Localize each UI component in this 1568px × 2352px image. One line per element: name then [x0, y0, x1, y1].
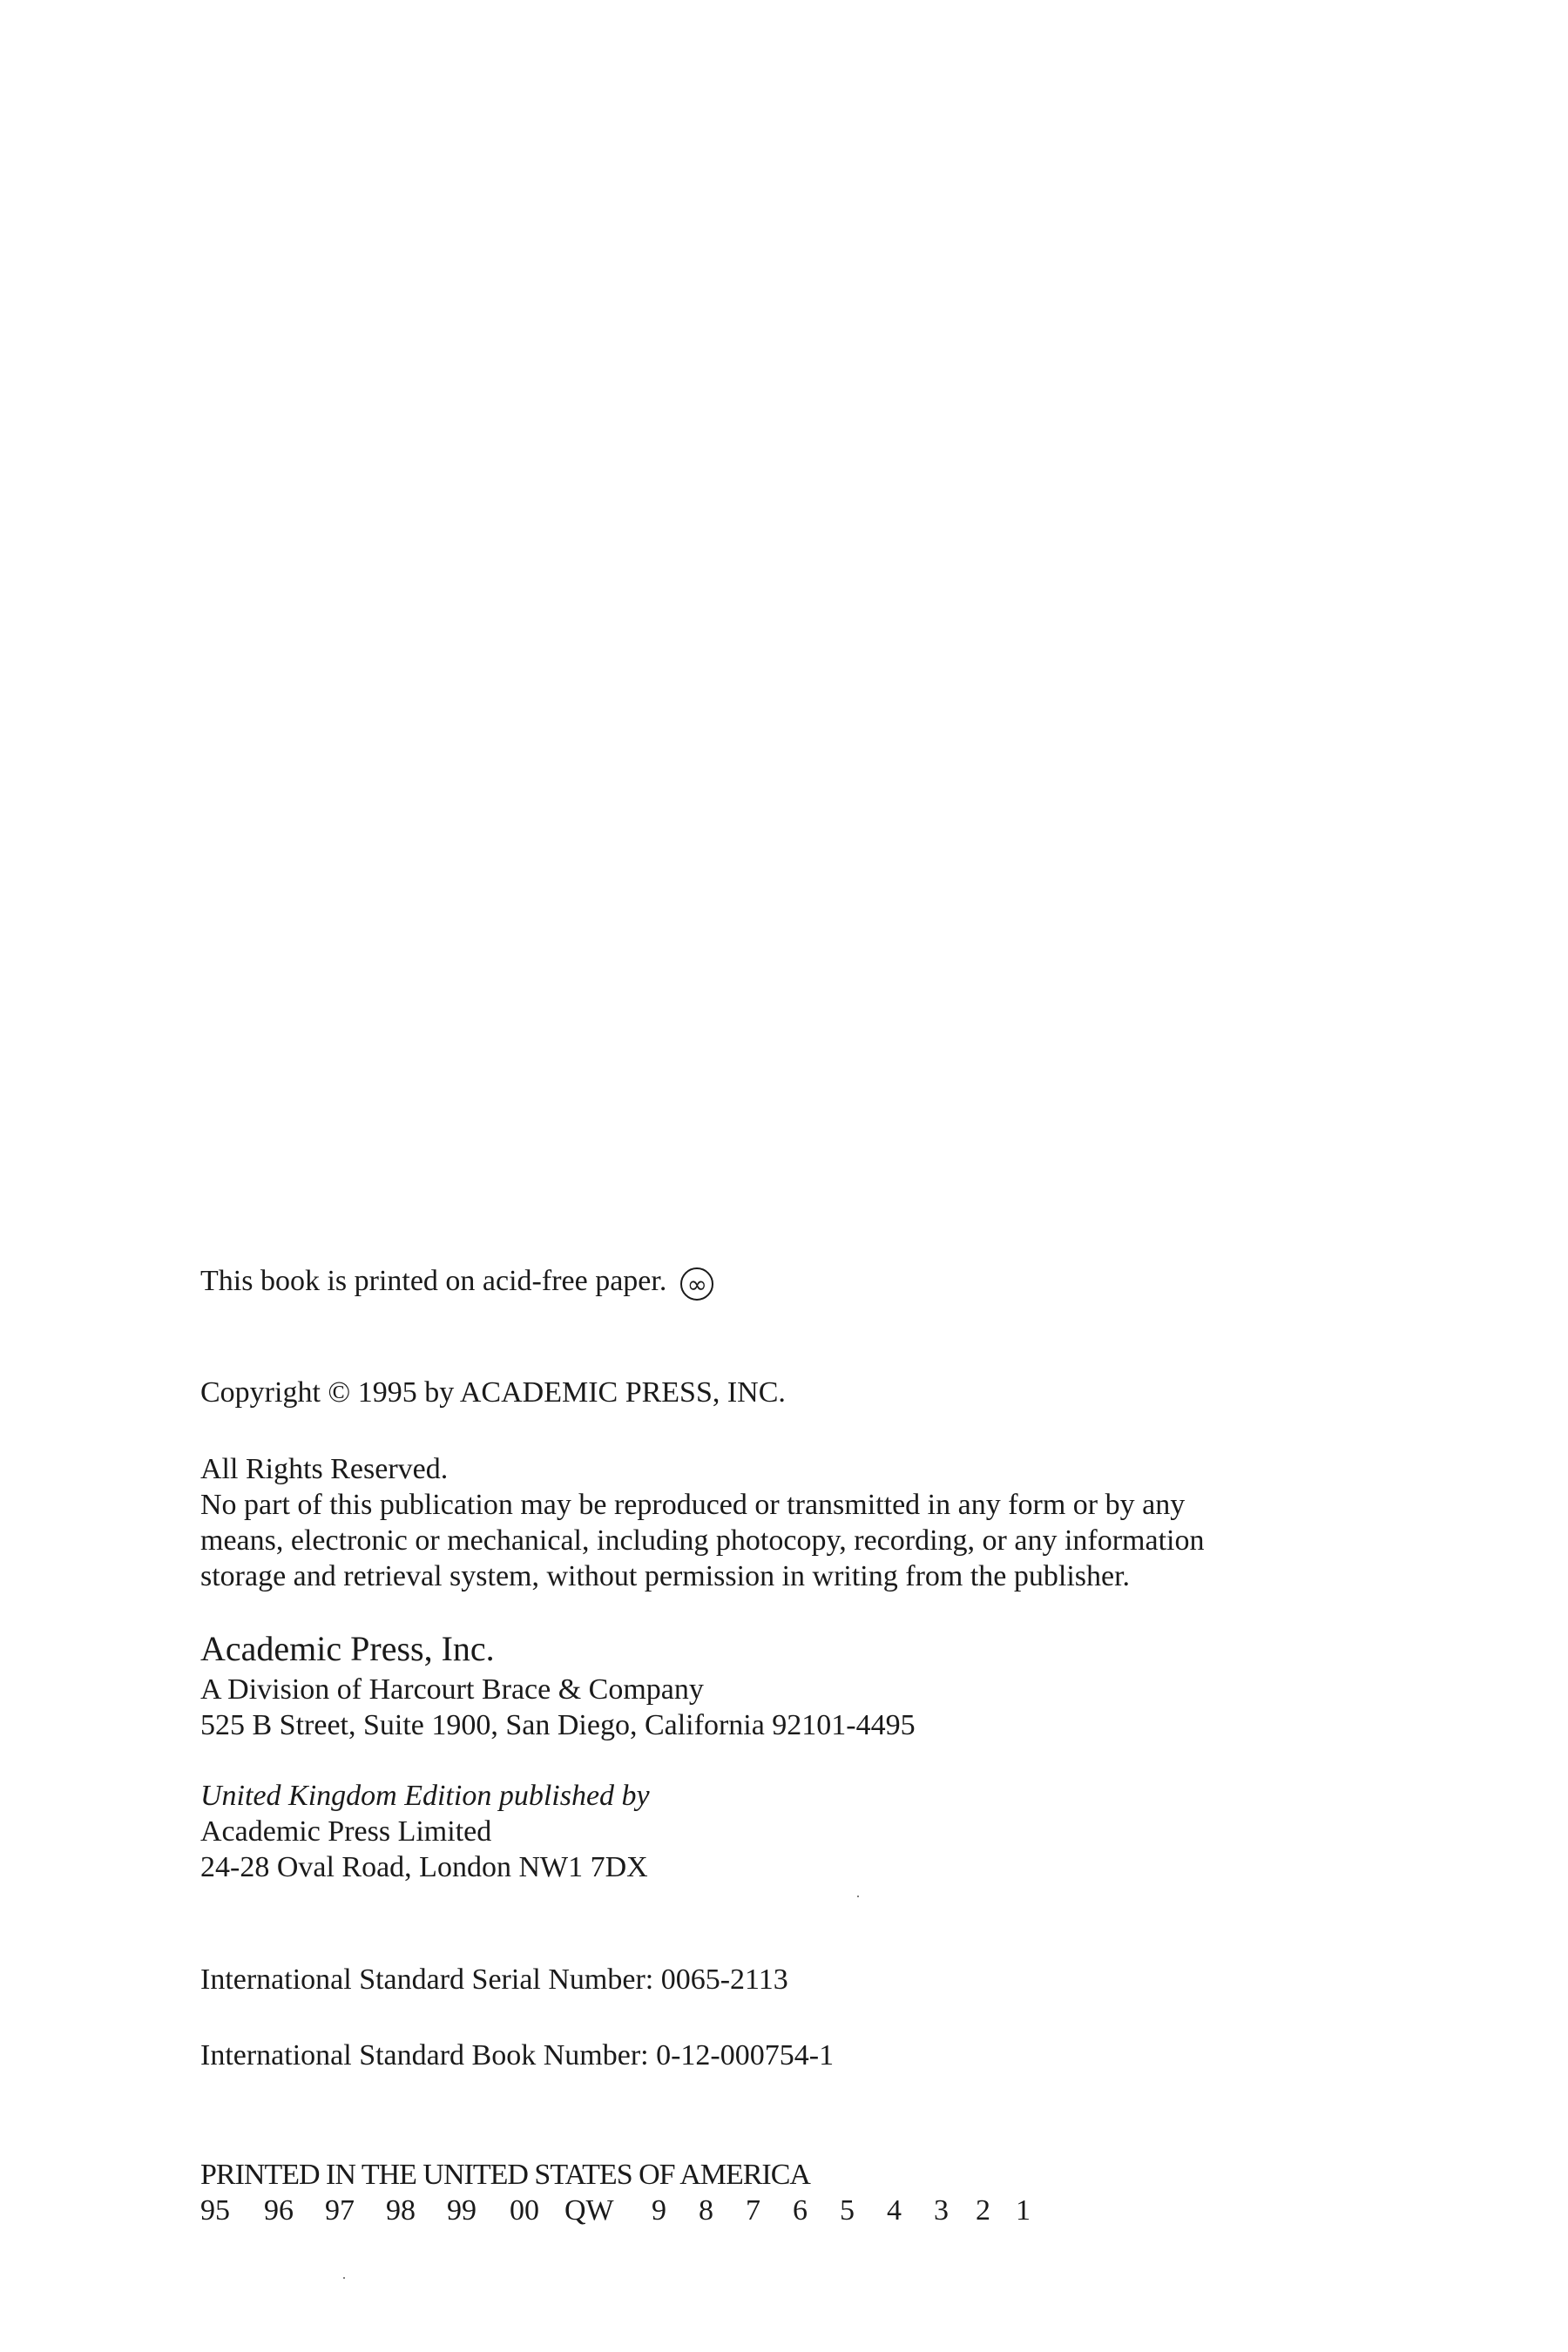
print-code: 96: [264, 2194, 294, 2227]
print-code: 95: [200, 2194, 230, 2227]
print-code: 2: [976, 2194, 990, 2227]
uk-publisher-address: 24-28 Oval Road, London NW1 7DX: [200, 1851, 648, 1883]
uk-publisher-name: Academic Press Limited: [200, 1815, 492, 1848]
print-code: 3: [934, 2194, 949, 2227]
print-code: 6: [793, 2194, 808, 2227]
rights-line: means, electronic or mechanical, including photocopy, recording, or any information: [200, 1524, 1205, 1557]
copyright-line: Copyright © 1995 by ACADEMIC PRESS, INC.: [200, 1376, 786, 1409]
rights-line: storage and retrieval system, without permission in writing from the publisher.: [200, 1560, 1131, 1592]
print-code: QW: [564, 2194, 614, 2227]
print-code: 7: [746, 2194, 760, 2227]
rights-line: No part of this publication may be reproduced or transmitted in any form or by any: [200, 1489, 1186, 1521]
scan-speck: [857, 1896, 859, 1897]
issn-line: International Standard Serial Number: 0065-2113: [200, 1963, 788, 1996]
rights-heading: All Rights Reserved.: [200, 1453, 449, 1485]
uk-edition-label: United Kingdom Edition published by: [200, 1780, 650, 1812]
publisher-division: A Division of Harcourt Brace & Company: [200, 1673, 704, 1706]
print-code: 97: [325, 2194, 355, 2227]
print-code: 9: [652, 2194, 666, 2227]
publisher-name: Academic Press, Inc.: [200, 1629, 495, 1668]
acid-free-notice: [200, 1263, 713, 1301]
print-code: 4: [887, 2194, 902, 2227]
isbn-line: International Standard Book Number: 0-12-000754-1: [200, 2039, 835, 2072]
acid-free-text: This book is printed on acid-free paper.: [200, 1265, 667, 1297]
print-code: 1: [1016, 2194, 1031, 2227]
printed-in-line: PRINTED IN THE UNITED STATES OF AMERICA: [200, 2159, 810, 2191]
infinity-in-circle-icon: ∞: [680, 1267, 713, 1301]
print-code: 98: [386, 2194, 416, 2227]
publisher-address: 525 B Street, Suite 1900, San Diego, California 92101-4495: [200, 1709, 916, 1741]
print-code: 8: [699, 2194, 713, 2227]
print-code: 00: [510, 2194, 539, 2227]
scan-speck: [343, 2277, 345, 2279]
print-code: 99: [447, 2194, 476, 2227]
print-code: 5: [840, 2194, 855, 2227]
